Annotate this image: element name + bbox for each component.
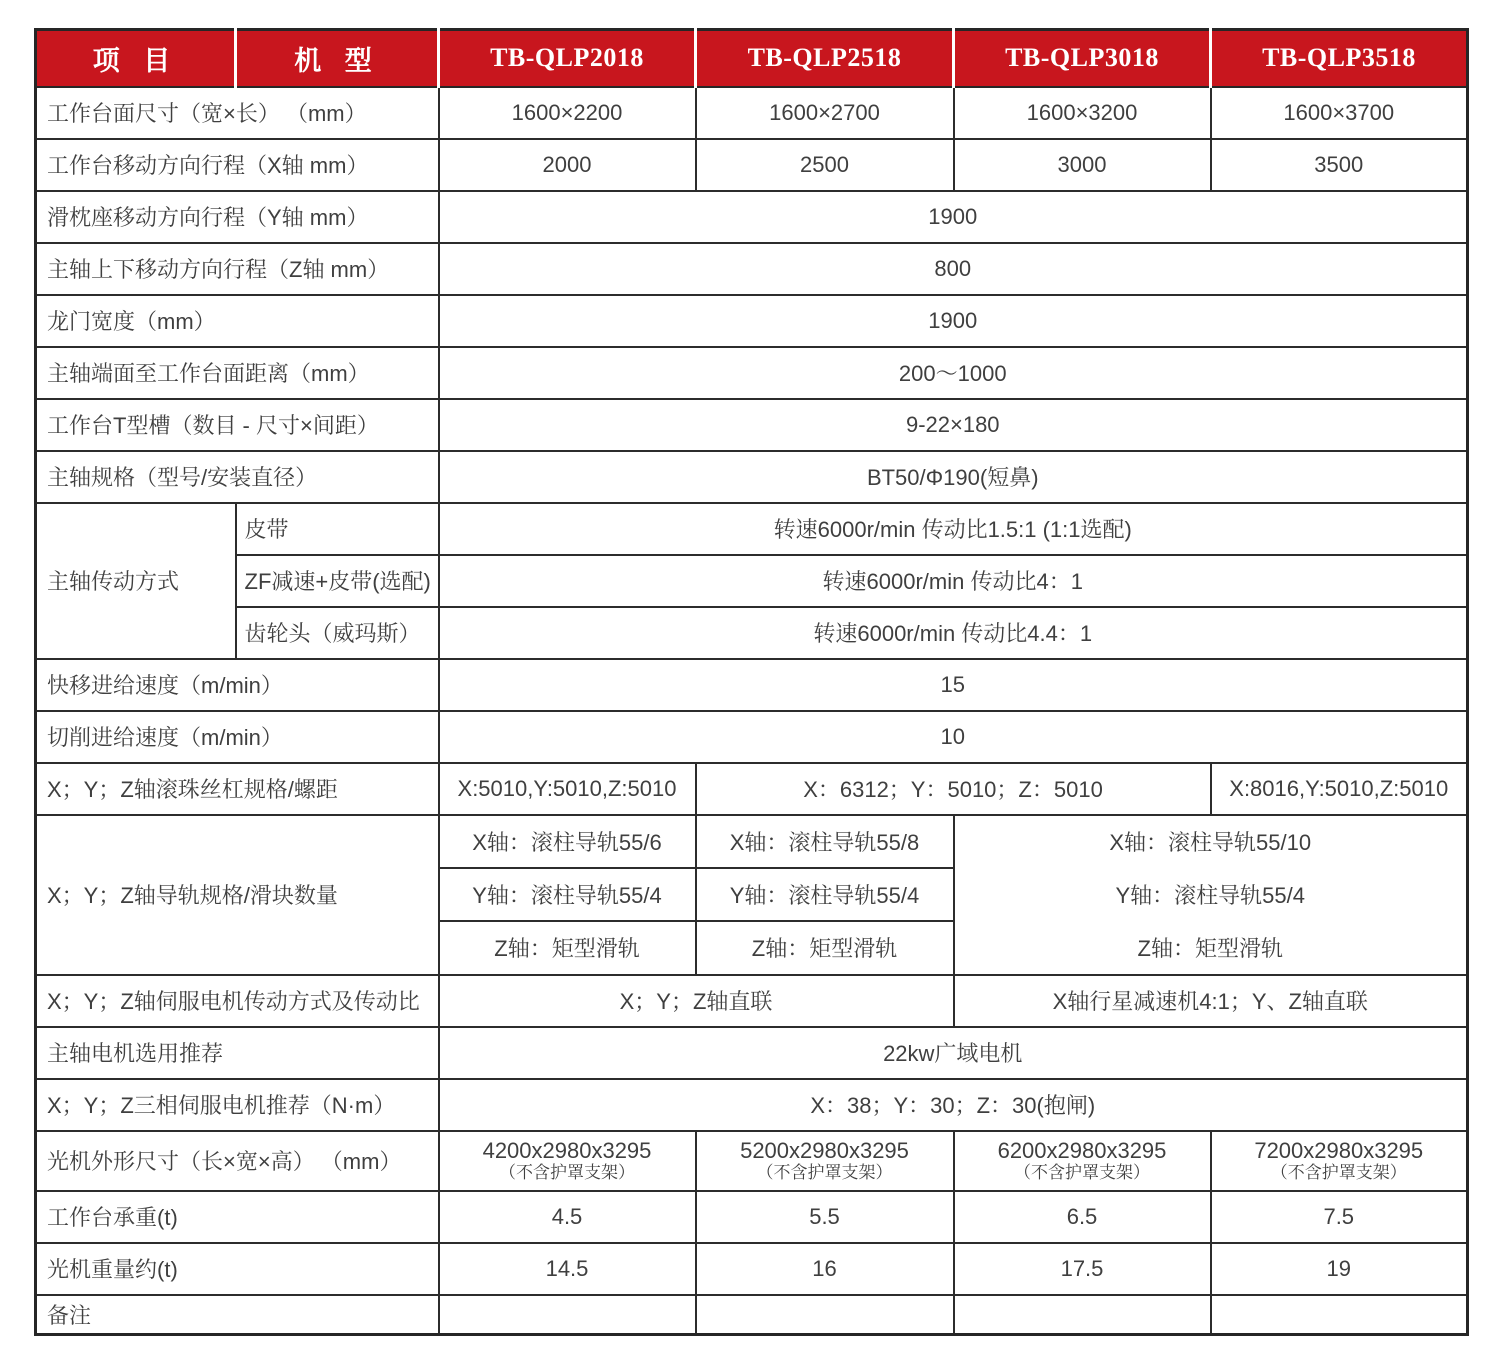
row-guideway-x — [36, 815, 1468, 868]
cell-table-load-2: 5.5 — [696, 1191, 954, 1243]
row-x-travel — [36, 139, 1468, 191]
header-row — [36, 30, 1468, 87]
row-machine-weight — [36, 1243, 1468, 1295]
cell-machine-weight-1: 14.5 — [439, 1243, 696, 1295]
cell-dimensions-1 — [439, 1131, 696, 1191]
header-item: 项 目 — [36, 30, 236, 87]
guideway-34-z: Z轴：矩型滑轨 — [1137, 935, 1283, 961]
cell-table-size-3: 1600×3200 — [954, 87, 1211, 139]
cell-dimensions-3 — [954, 1131, 1211, 1191]
row-table-load — [36, 1191, 1468, 1243]
guideway-34-x: X轴：滚柱导轨55/10 — [1109, 830, 1312, 856]
dimensions-2-value: 5200x2980x3295 — [740, 1138, 909, 1164]
label-remarks: 备注 — [36, 1295, 439, 1335]
header-model: 机 型 — [236, 30, 439, 87]
row-spindle-to-table — [36, 347, 1468, 399]
cell-zf-belt: 转速6000r/min 传动比4：1 — [439, 555, 1468, 607]
guideway-34-y: Y轴：滚柱导轨55/4 — [1115, 882, 1305, 908]
label-ballscrew: X；Y；Z轴滚珠丝杠规格/螺距 — [36, 763, 439, 815]
label-dimensions: 光机外形尺寸（长×宽×高） （mm） — [36, 1131, 439, 1191]
cell-t-slot: 9-22×180 — [439, 399, 1468, 451]
header-model-1: TB-QLP2018 — [439, 30, 696, 87]
label-y-travel: 滑枕座移动方向行程（Y轴 mm） — [36, 191, 439, 243]
cell-ballscrew-4: X:8016,Y:5010,Z:5010 — [1211, 763, 1468, 815]
row-spindle-motor — [36, 1027, 1468, 1079]
cell-x-travel-1: 2000 — [439, 139, 696, 191]
cell-cutting-feed: 10 — [439, 711, 1468, 763]
row-remarks — [36, 1295, 1468, 1335]
row-cutting-feed — [36, 711, 1468, 763]
cell-guideway-34 — [954, 815, 1468, 975]
cell-guideway-y-1: Y轴：滚柱导轨55/4 — [439, 868, 696, 921]
label-x-travel: 工作台移动方向行程（X轴 mm） — [36, 139, 439, 191]
cell-gear-head: 转速6000r/min 传动比4.4：1 — [439, 607, 1468, 659]
sublabel-gear-head: 齿轮头（威玛斯） — [236, 607, 439, 659]
row-servo-drive — [36, 975, 1468, 1027]
label-table-size: 工作台面尺寸（宽×长） （mm） — [36, 87, 439, 139]
label-t-slot: 工作台T型槽（数目 - 尺寸×间距） — [36, 399, 439, 451]
cell-servo-drive-34: X轴行星减速机4:1；Y、Z轴直联 — [954, 975, 1468, 1027]
row-rapid-feed — [36, 659, 1468, 711]
cell-guideway-x-2: X轴：滚柱导轨55/8 — [696, 815, 954, 868]
cell-servo-drive-12: X；Y；Z轴直联 — [439, 975, 954, 1027]
cell-servo-motor: X：38；Y：30；Z：30(抱闸) — [439, 1079, 1468, 1131]
label-spindle-spec: 主轴规格（型号/安装直径） — [36, 451, 439, 503]
row-spindle-drive-belt — [36, 503, 1468, 555]
cell-spindle-motor: 22kw广域电机 — [439, 1027, 1468, 1079]
label-gantry-width: 龙门宽度（mm） — [36, 295, 439, 347]
cell-x-travel-2: 2500 — [696, 139, 954, 191]
row-z-travel — [36, 243, 1468, 295]
guideway-34-stack — [955, 816, 1467, 974]
cell-guideway-y-2: Y轴：滚柱导轨55/4 — [696, 868, 954, 921]
dimensions-3-note: （不含护罩支架） — [1014, 1162, 1150, 1182]
row-ballscrew — [36, 763, 1468, 815]
row-gantry-width — [36, 295, 1468, 347]
cell-machine-weight-2: 16 — [696, 1243, 954, 1295]
cell-table-load-3: 6.5 — [954, 1191, 1211, 1243]
dimensions-4-note: （不含护罩支架） — [1270, 1162, 1407, 1182]
cell-x-travel-4: 3500 — [1211, 139, 1468, 191]
cell-ballscrew-1: X:5010,Y:5010,Z:5010 — [439, 763, 696, 815]
cell-ballscrew-23: X：6312；Y：5010；Z：5010 — [696, 763, 1211, 815]
sublabel-belt: 皮带 — [236, 503, 439, 555]
label-spindle-to-table: 主轴端面至工作台面距离（mm） — [36, 347, 439, 399]
cell-table-size-4: 1600×3700 — [1211, 87, 1468, 139]
label-spindle-motor: 主轴电机选用推荐 — [36, 1027, 439, 1079]
cell-table-size-1: 1600×2200 — [439, 87, 696, 139]
label-machine-weight: 光机重量约(t) — [36, 1243, 439, 1295]
cell-machine-weight-3: 17.5 — [954, 1243, 1211, 1295]
label-z-travel: 主轴上下移动方向行程（Z轴 mm） — [36, 243, 439, 295]
row-dimensions — [36, 1131, 1468, 1191]
cell-remarks-3 — [954, 1295, 1211, 1335]
dimensions-3-value: 6200x2980x3295 — [997, 1138, 1167, 1164]
cell-table-load-1: 4.5 — [439, 1191, 696, 1243]
cell-remarks-1 — [439, 1295, 696, 1335]
cell-spindle-to-table: 200～1000 — [439, 347, 1468, 399]
cell-machine-weight-4: 19 — [1211, 1243, 1468, 1295]
row-spindle-drive-zf — [36, 555, 1468, 607]
dimensions-4-value: 7200x2980x3295 — [1254, 1138, 1424, 1164]
header-model-2: TB-QLP2518 — [696, 30, 954, 87]
cell-guideway-x-1: X轴：滚柱导轨55/6 — [439, 815, 696, 868]
cell-rapid-feed: 15 — [439, 659, 1468, 711]
spec-table — [34, 28, 1469, 1336]
header-model-3: TB-QLP3018 — [954, 30, 1211, 87]
cell-table-size-2: 1600×2700 — [696, 87, 954, 139]
cell-remarks-2 — [696, 1295, 954, 1335]
row-servo-motor — [36, 1079, 1468, 1131]
cell-gantry-width: 1900 — [439, 295, 1468, 347]
row-table-size — [36, 87, 1468, 139]
cell-dimensions-2 — [696, 1131, 954, 1191]
cell-z-travel: 800 — [439, 243, 1468, 295]
cell-spindle-spec: BT50/Φ190(短鼻) — [439, 451, 1468, 503]
label-spindle-drive: 主轴传动方式 — [36, 503, 236, 659]
label-servo-motor: X；Y；Z三相伺服电机推荐（N·m） — [36, 1079, 439, 1131]
cell-table-load-4: 7.5 — [1211, 1191, 1468, 1243]
cell-dimensions-4 — [1211, 1131, 1468, 1191]
dimensions-2-note: （不含护罩支架） — [756, 1162, 893, 1182]
label-servo-drive: X；Y；Z轴伺服电机传动方式及传动比 — [36, 975, 439, 1027]
label-table-load: 工作台承重(t) — [36, 1191, 439, 1243]
row-spindle-drive-gear — [36, 607, 1468, 659]
label-rapid-feed: 快移进给速度（m/min） — [36, 659, 439, 711]
cell-x-travel-3: 3000 — [954, 139, 1211, 191]
cell-guideway-z-1: Z轴：矩型滑轨 — [439, 921, 696, 974]
cell-y-travel: 1900 — [439, 191, 1468, 243]
label-guideway: X；Y；Z轴导轨规格/滑块数量 — [36, 815, 439, 975]
dimensions-1-value: 4200x2980x3295 — [482, 1138, 652, 1164]
header-model-4: TB-QLP3518 — [1211, 30, 1468, 87]
label-cutting-feed: 切削进给速度（m/min） — [36, 711, 439, 763]
sublabel-zf-belt: ZF减速+皮带(选配) — [236, 555, 439, 607]
row-y-travel — [36, 191, 1468, 243]
cell-belt: 转速6000r/min 传动比1.5:1 (1:1选配) — [439, 503, 1468, 555]
dimensions-1-note: （不含护罩支架） — [499, 1162, 635, 1182]
row-t-slot — [36, 399, 1468, 451]
cell-guideway-z-2: Z轴：矩型滑轨 — [696, 921, 954, 974]
row-spindle-spec — [36, 451, 1468, 503]
cell-remarks-4 — [1211, 1295, 1468, 1335]
